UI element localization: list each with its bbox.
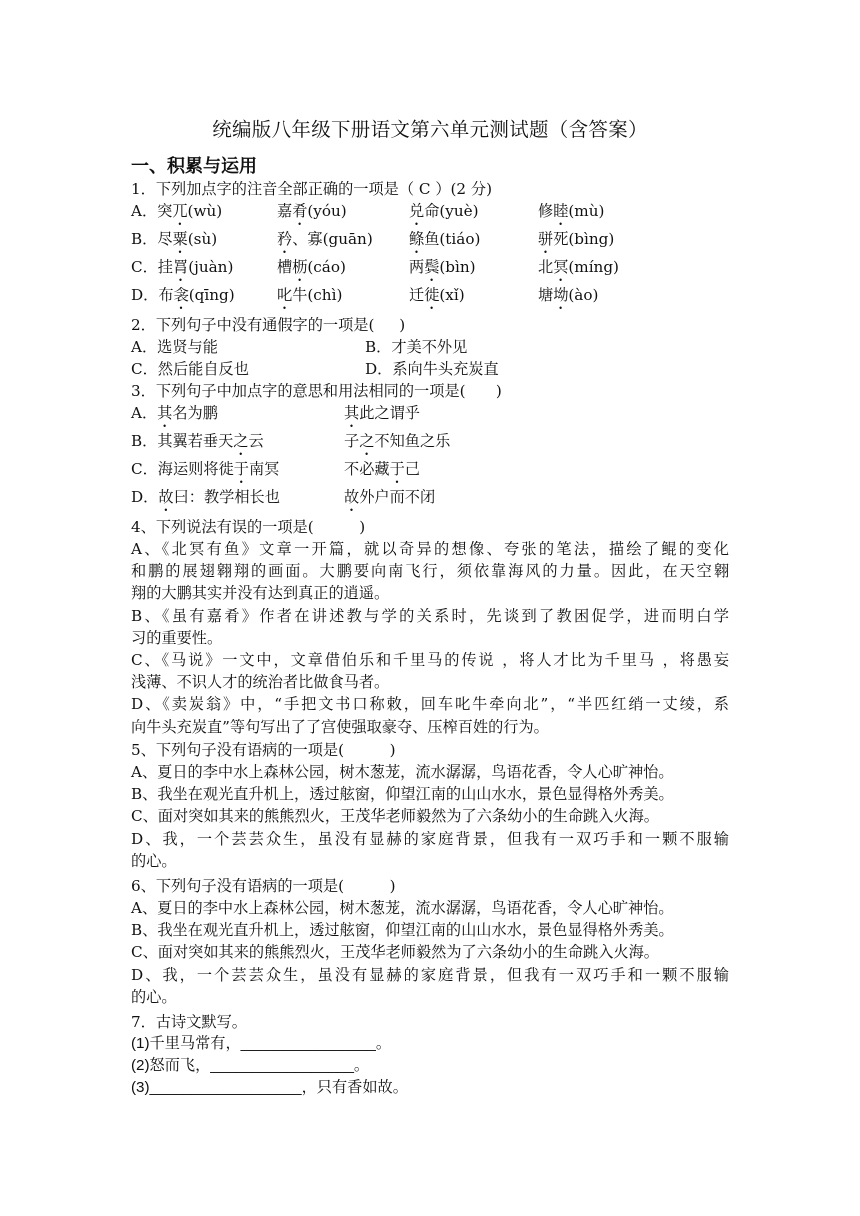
- dotted-character: 其: [344, 404, 360, 422]
- option-text: (wù): [187, 202, 223, 220]
- option-text: (yóu): [307, 202, 347, 220]
- question-1-option: [409, 284, 465, 313]
- question-3-option: [131, 458, 279, 487]
- question-1-option: [538, 256, 619, 285]
- question-1-option: [277, 200, 347, 229]
- question-5-stem: 5、下列句子没有语病的一项是( ): [131, 741, 396, 759]
- option-text: 牛(chì): [292, 286, 343, 304]
- question-4-text-line: 浅薄、不识人才的统治者比做食马者。: [131, 673, 390, 692]
- question-4-text-line: B、《虽有嘉肴》作者在讲述教与学的关系时，先谈到了教困促学，进而明白学: [131, 606, 729, 625]
- question-5-text-line: D、我，一个芸芸众生，虽没有显赫的家庭背景，但我有一双巧手和一颗不服输: [131, 829, 729, 848]
- question-2-option-d: D．系向牛头充炭直: [365, 360, 499, 378]
- dotted-character: 其: [157, 404, 173, 422]
- option-text: A．: [131, 404, 158, 422]
- question-4-text-line: C、《马说》一文中，文章借伯乐和千里马的传说 ，将人才比为千里马 ，将愚妄: [131, 651, 729, 669]
- question-3-option: [344, 430, 450, 459]
- question-1-option: [538, 284, 598, 313]
- question-3-option: [131, 402, 218, 431]
- option-text: 塘: [538, 286, 554, 304]
- option-text: 嘉: [277, 202, 293, 220]
- question-6-text-line: 的心。: [131, 987, 177, 1006]
- option-text: 此之谓乎: [359, 404, 420, 422]
- dotted-character: 兑: [409, 202, 425, 220]
- option-text: 迁: [409, 286, 425, 304]
- question-4-text-line: A、《北冥有鱼》文章一开篇，就以奇异的想像、夸张的笔法，描绘了鲲的变化: [131, 540, 729, 558]
- dotted-character: 枥: [292, 258, 308, 276]
- dotted-character: 徙: [424, 286, 440, 304]
- dotted-character: 坳: [553, 286, 569, 304]
- dotted-character: 鬓: [424, 258, 440, 276]
- option-text: (ào): [568, 286, 599, 304]
- question-2-option-c: C．然后能自反也: [131, 360, 249, 378]
- question-3-stem: 3．下列句子中加点字的意思和用法相同的一项是( ): [131, 382, 502, 400]
- dotted-character: 冥: [553, 258, 569, 276]
- question-3-option: [344, 486, 435, 515]
- question-7-stem: 7．古诗文默写。: [131, 1013, 247, 1031]
- question-4-text-line: D、《卖炭翁》中，“手把文书口称敕，回车叱牛牵向北”，“半匹红绡一丈绫，系: [131, 695, 729, 714]
- question-5-text-line: 的心。: [131, 851, 177, 870]
- option-text: 曰：教学相长也: [173, 488, 280, 506]
- option-text: 不必藏: [344, 460, 390, 478]
- question-6-text-line: D、我，一个芸芸众生，虽没有显赫的家庭背景，但我有一双巧手和一颗不服输: [131, 965, 729, 984]
- option-text: 子: [344, 432, 360, 450]
- question-5-text-line: B、我坐在观光直升机上，透过舷窗，仰望江南的山山水水，景色显得格外秀美。: [131, 785, 674, 804]
- option-text: 鱼(tiáo): [424, 230, 481, 248]
- option-text: 外户而不闭: [359, 488, 436, 506]
- section-heading: 一、积累与运用: [131, 156, 257, 177]
- question-6-text-line: C、面对突如其来的熊熊烈火，王茂华老师毅然为了六条幼小的生命跳入火海。: [131, 943, 659, 962]
- dotted-character: 于: [233, 460, 249, 478]
- question-2-option-a: A．选贤与能: [131, 338, 218, 356]
- question-1-stem: 1．下列加点字的注音全部正确的一项是（ C ）(2 分): [131, 180, 493, 198]
- dotted-character: 肴: [292, 202, 308, 220]
- option-text: 北: [538, 258, 554, 276]
- dotted-character: 睦: [553, 202, 569, 220]
- option-text: B．其翼若垂天: [131, 432, 234, 450]
- option-text: (qīng): [188, 286, 235, 304]
- question-5-text-line: C、面对突如其来的熊熊烈火，王茂华老师毅然为了六条幼小的生命跳入火海。: [131, 807, 659, 826]
- question-1-option: [131, 284, 235, 313]
- question-1-option: [131, 200, 222, 229]
- question-1-option: [409, 228, 480, 257]
- dotted-character: 兀: [172, 202, 188, 220]
- option-text: (xǐ): [439, 286, 465, 304]
- question-1-option: [409, 200, 479, 229]
- question-6-stem: 6、下列句子没有语病的一项是( ): [131, 877, 396, 895]
- dotted-character: 故: [344, 488, 360, 506]
- option-text: D．: [131, 488, 159, 506]
- question-1-option: [277, 256, 346, 285]
- question-1-option: [277, 284, 342, 313]
- question-4-text-line: 向牛头充炭直”等句写出了了宫使强取豪夺、压榨百姓的行为。: [131, 717, 549, 736]
- option-text: (cáo): [307, 258, 346, 276]
- fill-in-blank-item: (2)怒而飞，_________________。: [131, 1057, 370, 1074]
- question-4-text-line: 和鹏的展翅翱翔的画面。大鹏要向南飞行，须依靠海风的力量。因此，在天空翱: [131, 562, 729, 581]
- dotted-character: 罥: [173, 258, 189, 276]
- option-text: 名为鹏: [172, 404, 218, 422]
- question-1-option: [131, 256, 233, 285]
- option-text: C．海运则将徙: [131, 460, 234, 478]
- question-1-option: [538, 228, 614, 257]
- question-6-text-line: A、夏日的李中水上森林公园，树木葱茏，流水潺潺，鸟语花香，令人心旷神怡。: [131, 899, 674, 917]
- question-2-option-b: B．才美不外见: [365, 338, 468, 356]
- option-text: (mù): [568, 202, 605, 220]
- dotted-character: 之: [359, 432, 375, 450]
- dotted-character: 矜: [277, 230, 293, 248]
- option-text: 死(bìng): [553, 230, 615, 248]
- dotted-character: 之: [233, 432, 249, 450]
- option-text: (juàn): [188, 258, 234, 276]
- dotted-character: 骈: [538, 230, 554, 248]
- question-1-option: [131, 228, 217, 257]
- option-text: 不知鱼之乐: [374, 432, 451, 450]
- document-title: 统编版八年级下册语文第六单元测试题（含答案）: [212, 118, 648, 141]
- option-text: 两: [409, 258, 425, 276]
- option-text: 命(yuè): [424, 202, 479, 220]
- question-1-option: [277, 228, 373, 257]
- dotted-character: 鲦: [409, 230, 425, 248]
- question-4-text-line: 习的重要性。: [131, 628, 223, 647]
- option-text: 槽: [277, 258, 293, 276]
- dotted-character: 叱: [277, 286, 293, 304]
- question-5-text-line: A、夏日的李中水上森林公园，树木葱茏，流水潺潺，鸟语花香，令人心旷神怡。: [131, 763, 674, 781]
- option-text: C．挂: [131, 258, 173, 276]
- question-1-option: [538, 200, 604, 229]
- question-3-option: [131, 430, 264, 459]
- option-text: 云: [248, 432, 264, 450]
- fill-in-blank-item: (3)__________________，只有香如故。: [131, 1079, 408, 1096]
- dotted-character: 于: [389, 460, 405, 478]
- option-text: B．尽: [131, 230, 173, 248]
- question-3-option: [131, 486, 280, 515]
- option-text: 南冥: [248, 460, 280, 478]
- option-text: A．突: [131, 202, 173, 220]
- question-3-option: [344, 458, 420, 487]
- question-2-stem: 2．下列句子中没有通假字的一项是( ): [131, 316, 406, 334]
- option-text: 修: [538, 202, 554, 220]
- option-text: (míng): [568, 258, 619, 276]
- question-4-stem: 4、下列说法有误的一项是( ): [131, 518, 366, 536]
- question-4-text-line: 翔的大鹏其实并没有达到真正的逍遥。: [131, 584, 390, 603]
- fill-in-blank-item: (1)千里马常有，________________。: [131, 1035, 392, 1052]
- option-text: D．布: [131, 286, 174, 304]
- question-1-option: [409, 256, 476, 285]
- option-text: 己: [404, 460, 420, 478]
- question-3-option: [344, 402, 420, 431]
- dotted-character: 故: [158, 488, 174, 506]
- option-text: (bìn): [439, 258, 476, 276]
- question-6-text-line: B、我坐在观光直升机上，透过舷窗，仰望江南的山山水水，景色显得格外秀美。: [131, 921, 674, 940]
- option-text: 、寡(guān): [292, 230, 373, 248]
- option-text: (sù): [187, 230, 218, 248]
- dotted-character: 衾: [173, 286, 189, 304]
- dotted-character: 粟: [172, 230, 188, 248]
